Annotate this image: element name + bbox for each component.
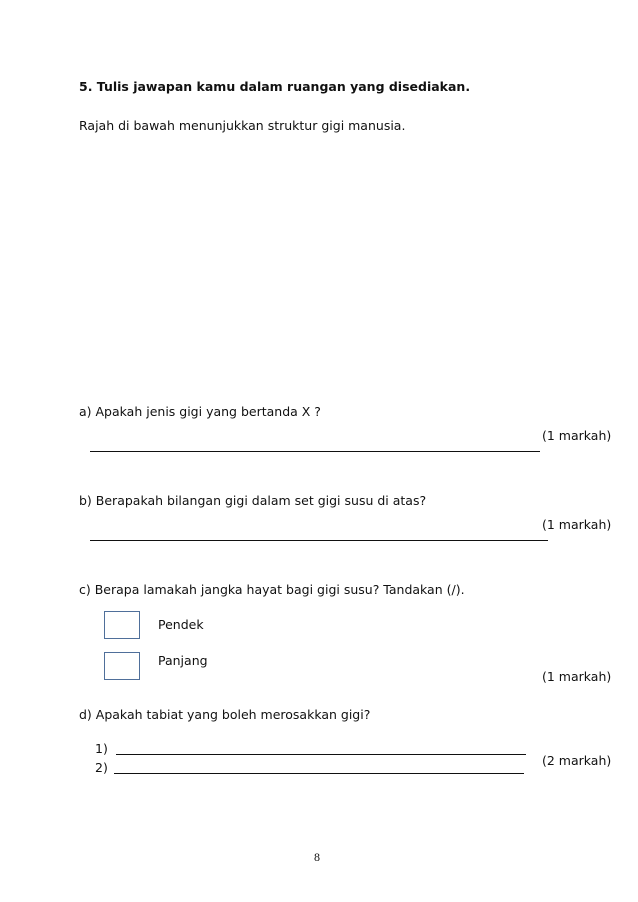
- part-d-answer-line-1[interactable]: [116, 754, 526, 755]
- part-d-marks: (2 markah): [542, 753, 612, 768]
- option-pendek-label: Pendek: [158, 617, 204, 632]
- question-heading: 5. Tulis jawapan kamu dalam ruangan yang disediakan.: [79, 79, 471, 94]
- teeth-diagram-area: [78, 150, 578, 390]
- part-d-answer-line-2[interactable]: [114, 773, 524, 774]
- part-b-answer-line[interactable]: [90, 540, 548, 541]
- option-pendek-checkbox[interactable]: [104, 611, 140, 639]
- part-a-marks: (1 markah): [542, 428, 612, 443]
- part-b-marks: (1 markah): [542, 517, 612, 532]
- part-d-item-number: 1): [95, 741, 108, 756]
- part-a-answer-line[interactable]: [90, 451, 540, 452]
- part-d-prompt: d) Apakah tabiat yang boleh merosakkan gigi?: [79, 707, 371, 722]
- question-intro: Rajah di bawah menunjukkan struktur gigi manusia.: [79, 118, 406, 133]
- option-panjang-label: Panjang: [158, 653, 208, 668]
- page-number: 8: [314, 850, 320, 864]
- option-panjang-checkbox[interactable]: [104, 652, 140, 680]
- part-c-prompt: c) Berapa lamakah jangka hayat bagi gigi susu? Tandakan (/).: [79, 582, 465, 597]
- part-c-marks: (1 markah): [542, 669, 612, 684]
- part-a-prompt: a) Apakah jenis gigi yang bertanda X ?: [79, 404, 321, 419]
- part-b-prompt: b) Berapakah bilangan gigi dalam set gigi susu di atas?: [79, 493, 427, 508]
- part-d-item-number: 2): [95, 760, 108, 775]
